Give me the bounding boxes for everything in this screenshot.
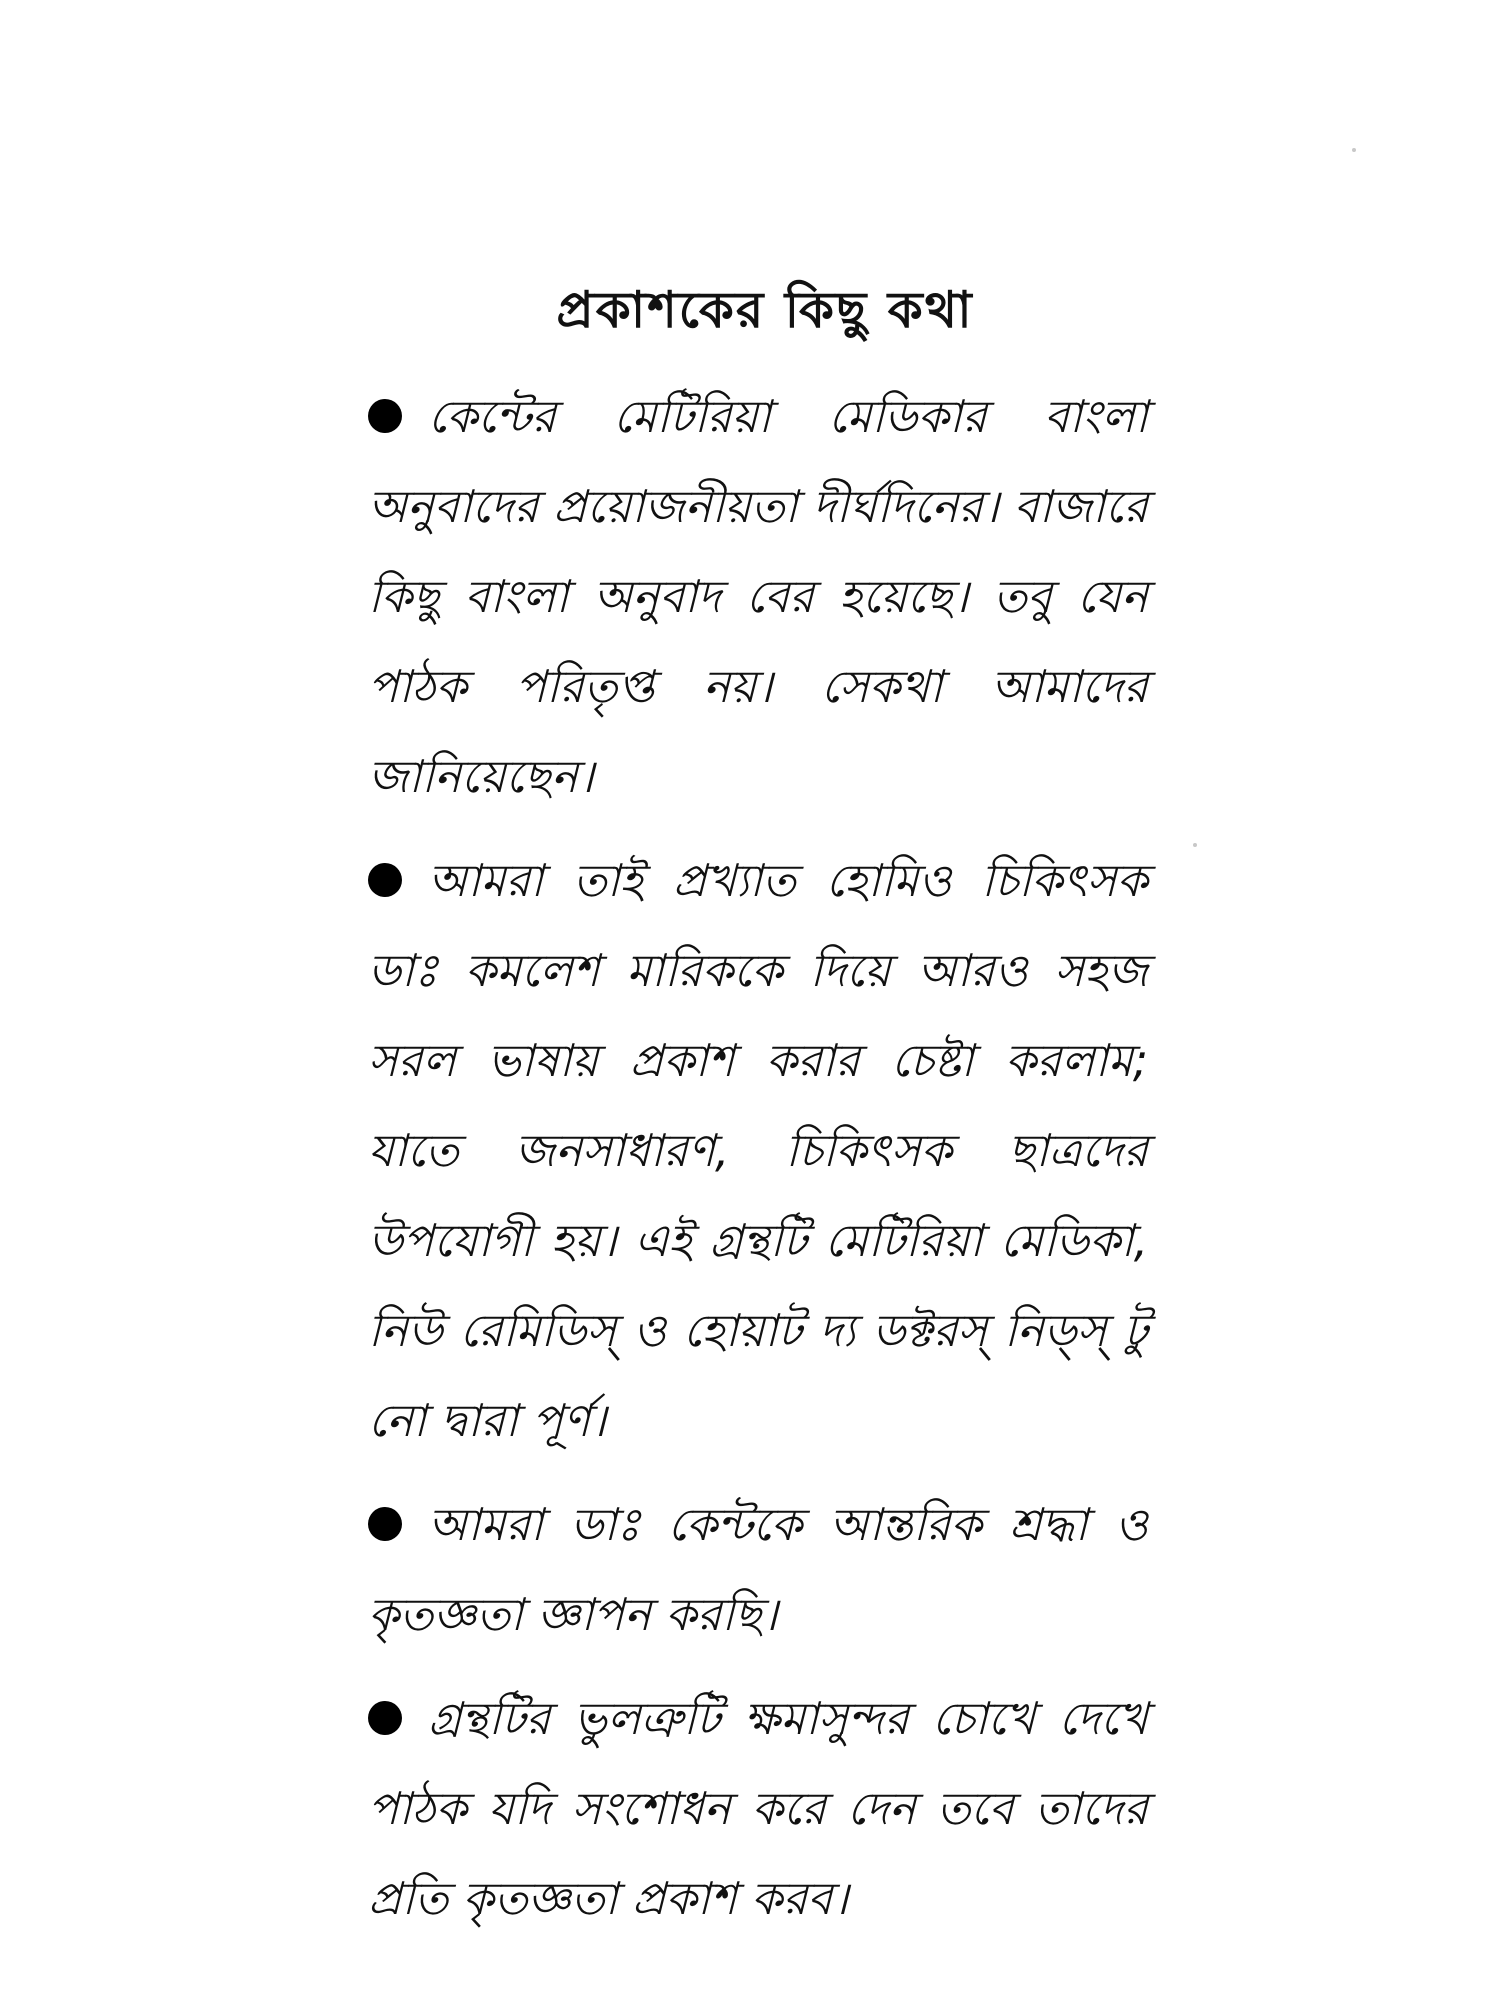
paragraph-4	[368, 1674, 1148, 1944]
bullet-icon	[368, 1507, 402, 1541]
paragraph-text: কেন্টের মেটিরিয়া মেডিকার বাংলা অনুবাদের প্রয়োজনীয়তা দীর্ঘদিনের। বাজারে কিছু বাংলা অনুবাদ বের হয়েছে। তবু যেন পাঠক পরিতৃপ্ত নয়। সেকথা আমাদের জানিয়েছেন।	[368, 390, 1148, 803]
bullet-icon	[368, 1701, 402, 1735]
page-body	[368, 372, 1148, 1944]
paragraph-3	[368, 1480, 1148, 1660]
paragraph-2	[368, 836, 1148, 1466]
paragraph-text: আমরা ডাঃ কেন্টকে আন্তরিক শ্রদ্ধা ও কৃতজ্ঞতা জ্ঞাপন করছি।	[368, 1498, 1148, 1641]
scan-speck	[1352, 148, 1356, 152]
page-title: প্রকাশকের কিছু কথা	[556, 281, 974, 339]
scan-speck	[1193, 843, 1197, 847]
bullet-icon	[368, 863, 402, 897]
bullet-icon	[368, 399, 402, 433]
paragraph-1	[368, 372, 1148, 822]
paragraph-text: আমরা তাই প্রখ্যাত হোমিও চিকিৎসক ডাঃ কমলেশ মারিককে দিয়ে আরও সহজ সরল ভাষায় প্রকাশ করার চেষ্টা করলাম; যাতে জনসাধারণ, চিকিৎসক ছাত্রদের উপযোগী হয়। এই গ্রন্থটি মেটিরিয়া মেডিকা, নিউ রেমিডিস্ ও হোয়াট দ্য ডক্টরস্ নিড্স্ টু নো দ্বারা পূর্ণ।	[368, 854, 1148, 1447]
paragraph-text: গ্রন্থটির ভুলত্রুটি ক্ষমাসুন্দর চোখে দেখে পাঠক যদি সংশোধন করে দেন তবে তাদের প্রতি কৃতজ্ঞতা প্রকাশ করব।	[368, 1692, 1148, 1925]
